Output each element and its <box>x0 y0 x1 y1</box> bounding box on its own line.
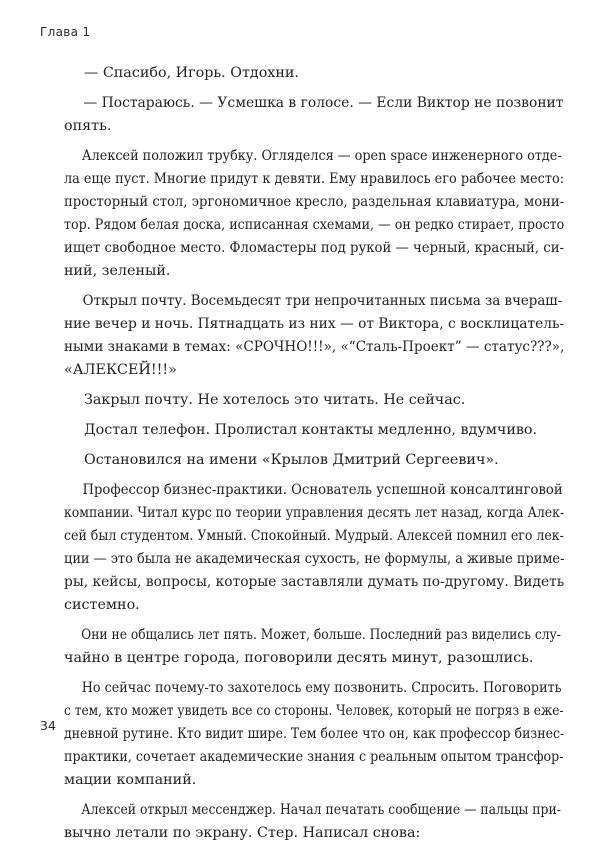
page-number: 34 <box>40 718 56 733</box>
paragraph <box>64 449 564 472</box>
text-line: мации компаний. <box>64 772 197 788</box>
text-line: вычно летали по экрану. Стер. Написал снова: <box>64 825 421 841</box>
paragraph <box>64 389 564 412</box>
text-line: с тем, кто может увидеть все со стороны. Человек, который не погряз в ежe- <box>64 703 564 719</box>
text-line: Они не общались лет пять. Может, больше. Последний раз виделись слу- <box>81 627 561 643</box>
paragraph <box>64 419 564 442</box>
paragraph <box>64 799 564 845</box>
text-line: ры, кейсы, вопросы, которые заставляли думать по-другому. Видеть <box>64 574 565 590</box>
text-line: системно. <box>64 597 140 613</box>
text-line: компании. Читал курс по теории управления десять лет назад, когда Алек- <box>64 505 565 521</box>
text-line: практики, сочетает академические знания с реальным опытом трансфор- <box>64 749 564 765</box>
text-line: чайно в центре города, поговорили десять минут, разошлись. <box>64 650 534 666</box>
paragraph <box>64 92 564 138</box>
text-line: ние вечер и ночь. Пятнадцать из них — от Виктора, с восклицатель- <box>64 316 565 332</box>
text-line: Достал телефон. Пролистал контакты медленно, вдумчиво. <box>84 422 538 438</box>
running-head-chapter: Глава 1 <box>40 25 91 39</box>
text-line: «АЛЕКСЕЙ!!!» <box>64 362 177 378</box>
text-line: тор. Рядом белая доска, исписанная схемами, — он редко стирает, просто <box>64 217 565 233</box>
text-line: ции — это была не академическая сухость, не формулы, а живые приме- <box>64 551 565 567</box>
paragraph <box>64 145 564 283</box>
text-line: ными знаками в темах: «СРОЧНО!!!», «“Сталь-Проект” — статус???», <box>64 339 565 355</box>
text-line: Открыл почту. Восемьдесят три непрочитанных письма за вчераш- <box>82 293 563 309</box>
text-line: Закрыл почту. Не хотелось это читать. Не сейчас. <box>84 392 466 408</box>
paragraph <box>64 677 564 792</box>
text-line: Остановился на имени «Крылов Дмитрий Сергеевич». <box>84 452 499 468</box>
text-line: — Спасибо, Игорь. Отдохни. <box>84 65 299 81</box>
text-line: просторный стол, эргономичное кресло, раздельная клавиатура, мони- <box>64 194 565 210</box>
text-line: ний, зеленый. <box>64 263 171 279</box>
paragraph <box>64 62 564 85</box>
text-line: Алексей открыл мессенджер. Начал печатать сообщение — пальцы при- <box>81 802 561 818</box>
text-line: Профессор бизнес-практики. Основатель успешной консалтинговой <box>82 482 563 498</box>
text-line: дневной рутине. Кто видит шире. Тем более что он, как профессор бизнес- <box>64 726 565 742</box>
text-line: опять. <box>64 118 112 134</box>
paragraph <box>64 624 564 670</box>
text-line: ла еще пуст. Многие придут к девяти. Ему нравилось его рабочее место: <box>64 171 565 187</box>
text-line: сей был студентом. Умный. Спокойный. Мудрый. Алексей помнил его лек- <box>64 528 564 544</box>
paragraph <box>64 479 564 617</box>
text-line: Но сейчас почему-то захотелось ему позвонить. Спросить. Поговорить <box>81 680 562 696</box>
text-line: — Постараюсь. — Усмешка в голосе. — Если Виктор не позвонит <box>83 95 564 111</box>
text-line: ищет свободное место. Фломастеры под рукой — черный, красный, си- <box>64 240 565 256</box>
body-text <box>64 62 564 852</box>
text-line: Алексей положил трубку. Огляделся — open space инженерного отде- <box>81 148 562 164</box>
paragraph <box>64 290 564 382</box>
